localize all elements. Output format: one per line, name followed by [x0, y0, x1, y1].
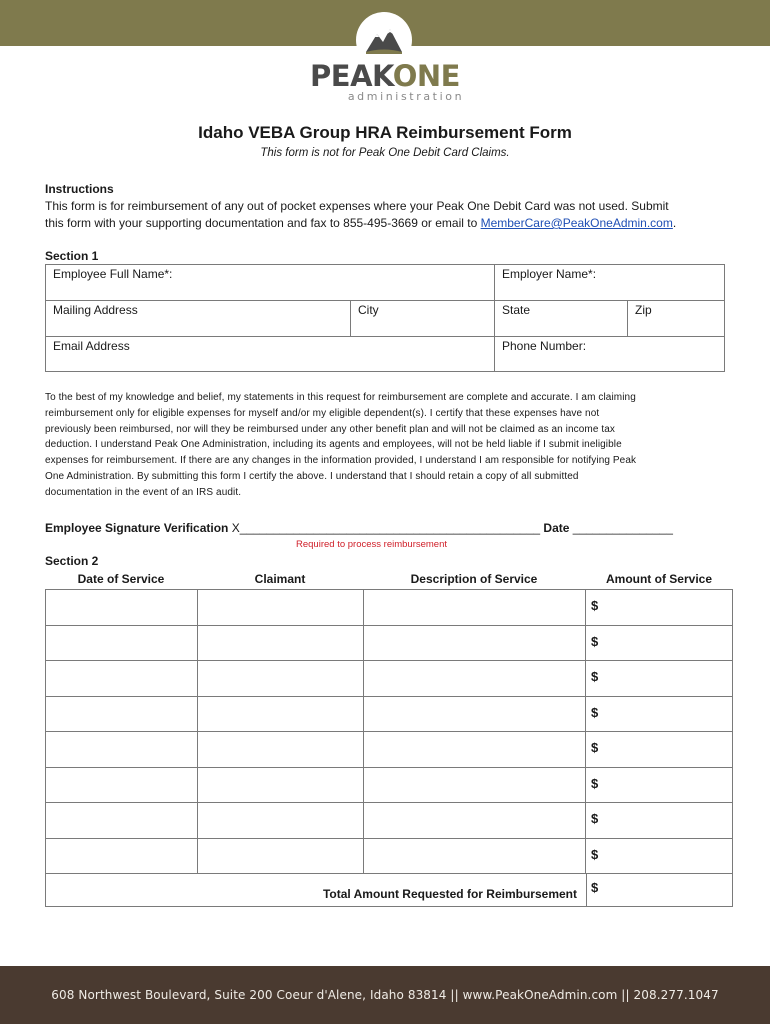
section-1-table — [45, 264, 725, 372]
certification-text: To the best of my knowledge and belief, my statements in this request for reimbursement are complete and accurate. I am claiming reimbursement only for eligible expenses for myself and/or my eligible dependent(s). I certify that these expenses have not previously been reimbursed, nor will they be reimbursed under any other benefit plan and will not be claimed as an income tax deduction. I understand Peak One Administration, including its agents and employees, will not be held liable if I submit ineligible expenses for reimbursement. If there are any changes in the information provided, I understand I am responsible for notifying Peak One Administration. By submitting this form I certify the above. I understand that I should retain a copy of all submitted documentation in the event of an IRS audit. — [45, 392, 637, 498]
date-cell[interactable] — [46, 590, 198, 625]
table-row — [46, 661, 732, 697]
col-header-description: Description of Service — [410, 572, 538, 586]
description-cell[interactable] — [364, 839, 586, 874]
date-cell[interactable] — [46, 839, 198, 874]
email-link[interactable]: MemberCare@PeakOneAdmin.com — [480, 216, 673, 230]
claimant-cell[interactable] — [198, 661, 364, 696]
city-field[interactable]: City — [351, 301, 495, 337]
employer-name-field[interactable]: Employer Name*: — [495, 265, 724, 301]
table-row — [46, 732, 732, 768]
description-cell[interactable] — [364, 626, 586, 661]
form-title: Idaho VEBA Group HRA Reimbursement Form — [198, 123, 572, 142]
description-cell[interactable] — [364, 590, 586, 625]
description-cell[interactable] — [364, 768, 586, 803]
amount-cell[interactable]: $ — [591, 633, 599, 649]
signature-required-note: Required to process reimbursement — [296, 539, 448, 550]
description-cell[interactable] — [364, 803, 586, 838]
signature-line[interactable]: Employee Signature Verification X_____________________________________________ Date _______________ — [45, 521, 673, 535]
description-cell[interactable] — [364, 697, 586, 732]
total-amount-cell[interactable]: $ — [591, 880, 599, 895]
table-row — [46, 697, 732, 733]
total-label: Total Amount Requested for Reimbursement — [322, 887, 577, 901]
amount-cell[interactable]: $ — [591, 704, 599, 720]
amount-cell[interactable]: $ — [591, 811, 599, 826]
amount-cell[interactable]: $ — [591, 669, 599, 684]
section-2-heading: Section 2 — [45, 554, 99, 568]
date-cell[interactable] — [46, 803, 198, 838]
table-row — [46, 803, 732, 839]
date-cell[interactable] — [46, 626, 198, 661]
claimant-cell[interactable] — [198, 839, 364, 874]
form-subtitle: This form is not for Peak One Debit Card Claims. — [260, 147, 510, 159]
col-header-amount: Amount of Service — [605, 572, 713, 586]
instructions-line-2: this form with your supporting documentation and fax to 855-495-3669 or email to MemberCare@PeakOneAdmin.com. — [45, 216, 677, 230]
instructions-heading: Instructions — [45, 182, 114, 196]
claimant-cell[interactable] — [198, 697, 364, 732]
claimant-cell[interactable] — [198, 803, 364, 838]
claimant-cell[interactable] — [198, 732, 364, 767]
date-cell[interactable] — [46, 732, 198, 767]
claimant-cell[interactable] — [198, 626, 364, 661]
table-row — [46, 626, 732, 662]
total-row — [46, 874, 732, 907]
description-cell[interactable] — [364, 661, 586, 696]
section-1-heading: Section 1 — [45, 249, 99, 263]
state-field[interactable]: State — [495, 301, 628, 337]
description-cell[interactable] — [364, 732, 586, 767]
footer-contact-bar: 608 Northwest Boulevard, Suite 200 Coeur d'Alene, Idaho 83814 || www.PeakOneAdmin.com || 208.277.1047 — [0, 966, 770, 1024]
amount-cell[interactable]: $ — [591, 740, 599, 755]
zip-field[interactable]: Zip — [628, 301, 724, 337]
table-row — [46, 590, 732, 626]
col-header-date: Date of Service — [77, 572, 165, 586]
email-address-field[interactable]: Email Address — [46, 337, 495, 371]
amount-cell[interactable]: $ — [591, 598, 599, 613]
col-header-claimant: Claimant — [254, 572, 306, 586]
date-cell[interactable] — [46, 697, 198, 732]
expense-table — [45, 589, 733, 907]
claimant-cell[interactable] — [198, 590, 364, 625]
mailing-address-field[interactable]: Mailing Address — [46, 301, 351, 337]
date-cell[interactable] — [46, 768, 198, 803]
claimant-cell[interactable] — [198, 768, 364, 803]
amount-cell[interactable]: $ — [591, 846, 599, 862]
date-cell[interactable] — [46, 661, 198, 696]
logo-subtitle: administration — [347, 90, 465, 103]
logo-wordmark: PEAKONE — [310, 59, 460, 93]
table-row — [46, 768, 732, 804]
employee-name-field[interactable]: Employee Full Name*: — [46, 265, 495, 301]
instructions-line-1: This form is for reimbursement of any out of pocket expenses where your Peak One Debit Card was not used. Submit — [45, 199, 669, 213]
table-row — [46, 839, 732, 875]
amount-cell[interactable]: $ — [591, 775, 599, 791]
phone-number-field[interactable]: Phone Number: — [502, 339, 587, 353]
